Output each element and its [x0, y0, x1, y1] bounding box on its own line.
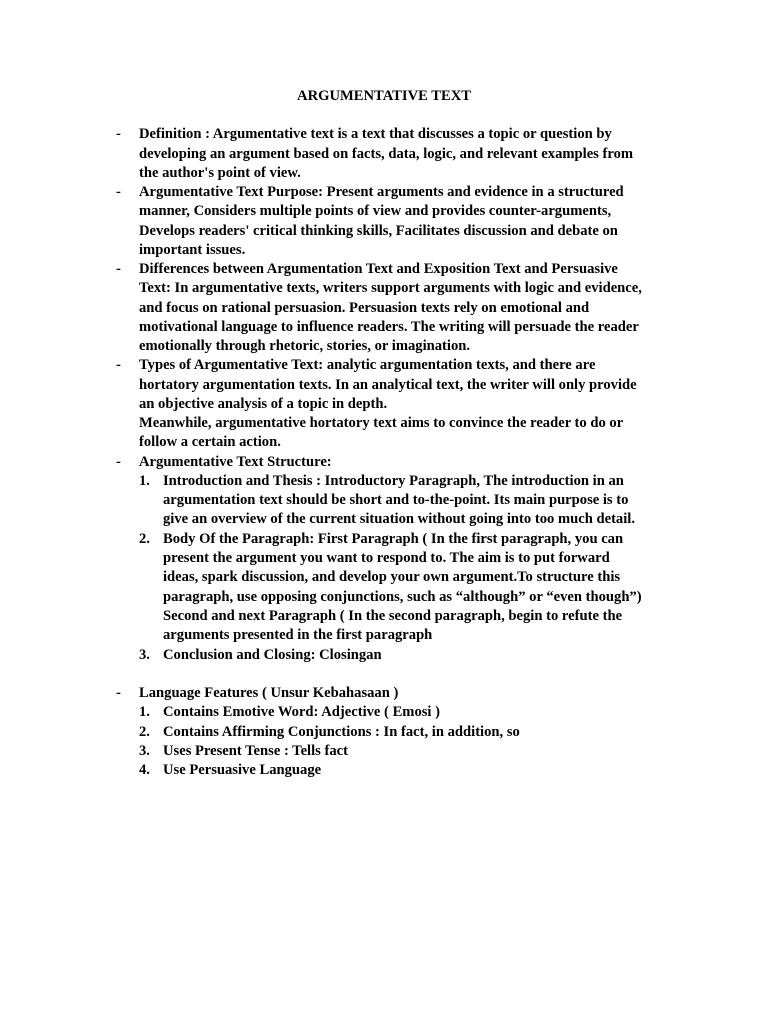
- text-line: Differences between Argumentation Text and Exposition Text and Persuasive: [139, 261, 618, 277]
- text-line: manner, Considers multiple points of view and provides counter-arguments,: [139, 203, 612, 219]
- section-heading: Language Features ( Unsur Kebahasaan ): [139, 685, 399, 701]
- list-item-line: Introduction and Thesis : Introductory Paragraph, The introduction in an: [163, 473, 624, 489]
- text-line: Text: In argumentative texts, writers support arguments with logic and evidence,: [139, 280, 642, 296]
- list-item-line: paragraph, use opposing conjunctions, such as “although” or “even though”): [163, 589, 642, 605]
- bullet-dash: -: [116, 454, 121, 470]
- list-item-line: Uses Present Tense : Tells fact: [163, 743, 348, 759]
- list-item-line: Use Persuasive Language: [163, 762, 322, 778]
- list-number: 2.: [139, 531, 150, 547]
- list-number: 3.: [139, 647, 150, 663]
- list-number: 2.: [139, 724, 150, 740]
- list-item-line: present the argument you want to respond to. The aim is to put forward: [163, 550, 610, 566]
- text-line: Argumentative Text Purpose: Present arguments and evidence in a structured: [139, 184, 624, 200]
- list-number: 1.: [139, 704, 150, 720]
- text-line: important issues.: [139, 242, 246, 258]
- list-item-line: give an overview of the current situation without going into too much detail.: [163, 511, 635, 527]
- text-line: motivational language to influence readers. The writing will persuade the reader: [139, 319, 639, 335]
- list-item-line: Second and next Paragraph ( In the second paragraph, begin to refute the: [163, 608, 623, 624]
- text-line: follow a certain action.: [139, 434, 281, 450]
- list-item-line: Contains Emotive Word: Adjective ( Emosi ): [163, 704, 440, 720]
- bullet-dash: -: [116, 126, 121, 142]
- text-line: hortatory argumentation texts. In an analytical text, the writer will only provide: [139, 377, 637, 393]
- text-line: Meanwhile, argumentative hortatory text aims to convince the reader to do or: [139, 415, 624, 431]
- list-item-line: arguments presented in the first paragraph: [163, 627, 433, 643]
- list-number: 4.: [139, 762, 150, 778]
- section-heading: Argumentative Text Structure:: [139, 454, 332, 470]
- list-item-line: ideas, spark discussion, and develop your own argument.To structure this: [163, 569, 621, 585]
- text-line: Definition : Argumentative text is a text that discusses a topic or question by: [139, 126, 612, 142]
- bullet-dash: -: [116, 184, 121, 200]
- list-item-line: Body Of the Paragraph: First Paragraph ( In the first paragraph, you can: [163, 531, 624, 547]
- text-line: the author's point of view.: [139, 165, 301, 181]
- list-number: 1.: [139, 473, 150, 489]
- bullet-dash: -: [116, 685, 121, 701]
- text-line: and focus on rational persuasion. Persuasion texts rely on emotional and: [139, 300, 590, 316]
- bullet-dash: -: [116, 357, 121, 373]
- text-line: developing an argument based on facts, data, logic, and relevant examples from: [139, 146, 634, 162]
- text-line: Develops readers' critical thinking skills, Facilitates discussion and debate on: [139, 223, 618, 239]
- document-title: ARGUMENTATIVE TEXT: [297, 88, 471, 104]
- bullet-dash: -: [116, 261, 121, 277]
- list-item-line: argumentation text should be short and to-the-point. Its main purpose is to: [163, 492, 629, 508]
- list-item-line: Contains Affirming Conjunctions : In fact, in addition, so: [163, 724, 520, 740]
- text-line: Types of Argumentative Text: analytic argumentation texts, and there are: [139, 357, 596, 373]
- list-number: 3.: [139, 743, 150, 759]
- list-item-line: Conclusion and Closing: Closingan: [163, 647, 382, 663]
- text-line: an objective analysis of a topic in depth.: [139, 396, 388, 412]
- text-line: emotionally through rhetoric, stories, or imagination.: [139, 338, 471, 354]
